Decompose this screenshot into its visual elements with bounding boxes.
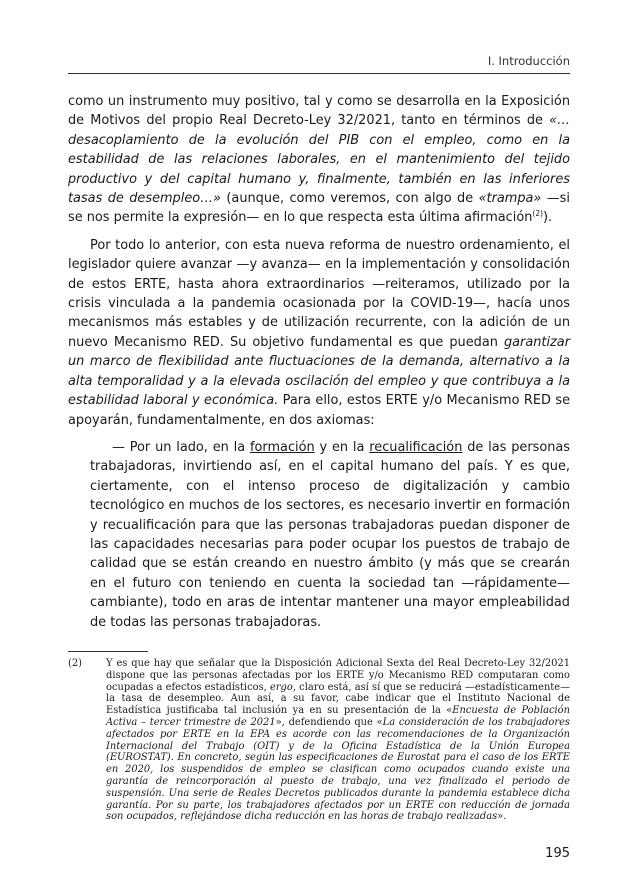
fn-text-g: ». — [497, 811, 507, 823]
main-text — [68, 92, 570, 632]
paragraph-2 — [68, 236, 570, 430]
p1-trampa-italic: «trampa» — [478, 191, 542, 207]
footnote-reference[interactable]: (2) — [532, 209, 544, 219]
paragraph-1 — [68, 92, 570, 228]
fn-quote-italic: La consideración de los trabajadores afectados por ERTE en la EPA es acorde con las recomendaciones de la Organización Internacional del Trabajo (OIT) y de la Oficina Estadística de la Unión Europea (EUROSTAT). En concreto, según las especificaciones de Eurostat para el caso de los ERTE en 2020, los suspendidos de empleo se clasifican como ocupados cuando existe una garantía de reincorporación al puesto de trabajo, una vez finalizado el periodo de suspensión. Una serie de Reales Decretos publicados durante la pandemia establece dicha garantía. Por su parte, los trabajadores afectados por un ERTE con reducción de jornada son ocupados, reflejándose dicha reducción en las horas de trabajo realizadas — [106, 716, 570, 823]
p1-text-c: (aunque, como veremos, con algo de — [220, 191, 479, 207]
p1-quote-italic: «…desacoplamiento de la evolución del PIB con el empleo, como en la estabilidad de las relaciones laborales, en el mantenimiento del tejido productivo y del capital humano y, finalmente, también en las inferiores tasas de desempleo…» — [68, 113, 570, 207]
running-head: I. Introducción — [487, 54, 570, 68]
p3-text-a: — Por un lado, en la — [112, 439, 250, 455]
fn-text-e: », defendiendo que « — [275, 716, 383, 728]
fn-text-a: Y es que hay que señalar que la Disposición Adicional Sexta del Real Decreto-Ley 32/2021 dispone que las personas afectadas por los ERTE y/o Mecanismo RED computaran como ocupadas a efectos estadísticos, — [106, 658, 570, 693]
footnote-number: (2) — [68, 658, 82, 669]
footnote — [68, 658, 570, 823]
footnote-rule — [68, 651, 148, 652]
fn-epa-title-italic: Encuesta de Población Activa – tercer trimestre de 2021 — [106, 705, 570, 728]
p1-text-a: como un instrumento muy positivo, tal y como se desarrolla en la Exposición de Motivos del propio Real Decreto-Ley 32/2021, tanto en términos de — [68, 94, 570, 129]
paragraph-3-list-item — [90, 438, 570, 632]
p1-text-f: ). — [543, 210, 553, 226]
footnote-text — [106, 658, 570, 823]
p3-recualificacion-underlined: recualificación — [369, 439, 463, 455]
p2-text-c: Para ello, estos ERTE y/o Mecanismo RED se apoyarán, fundamentalmente, en dos axiomas: — [68, 393, 571, 428]
p1-text-e: —si se nos permite la expresión— en lo que respecta esta última afirmación — [68, 191, 570, 226]
p3-text-c: y en la — [314, 439, 370, 455]
p3-text-e: de las personas trabajadoras, invirtiendo así, en el capital humano del país. Y es que, ciertamente, con el intenso proceso de digitalización y cambio tecnológico en muchos de los sectores, es necesario invertir en formación y recualificación para que las personas trabajadoras puedan disponer de las capacidades necesarias para poder ocupar los puestos de trabajo de calidad que se están creando en nuestro ámbito (y más que se crearán en el futuro con teniendo en cuenta la sociedad tan —rápidamente— cambiante), todo en aras de intentar mantener una mayor empleabilidad de todas las personas trabajadoras. — [90, 439, 571, 630]
fn-text-c: , claro está, así sí que se reducirá —estadísticamente— la tasa de desempleo. Aun así, a su favor, cabe indicar que el Instituto Nacional de Estadística justificaba tal inclusión ya en su presentación de la « — [106, 681, 570, 717]
p2-text-a: Por todo lo anterior, con esta nueva reforma de nuestro ordenamiento, el legislador quiere avanzar —y avanza— en la implementación y consolidación de estos ERTE, hasta ahora extraordinarios —reiteramos, utilizado por la crisis vinculada a la pandemia ocasionada por la COVID-19—, hacía unos mecanismos más estables y de utilización recurrente, con la adición de un nuevo Mecanismo RED. Su objetivo fundamental es que puedan — [68, 237, 570, 350]
p3-formacion-underlined: formación — [250, 439, 315, 455]
page-number: 195 — [545, 846, 570, 861]
header-rule — [68, 73, 570, 74]
p2-objective-italic: garantizar un marco de flexibilidad ante fluctuaciones de la demanda, alternativo a la alta temporalidad y a la elevada oscilación del empleo y que contribuya a la estabilidad laboral y económica. — [68, 334, 570, 409]
fn-ergo-italic: ergo — [269, 681, 293, 693]
